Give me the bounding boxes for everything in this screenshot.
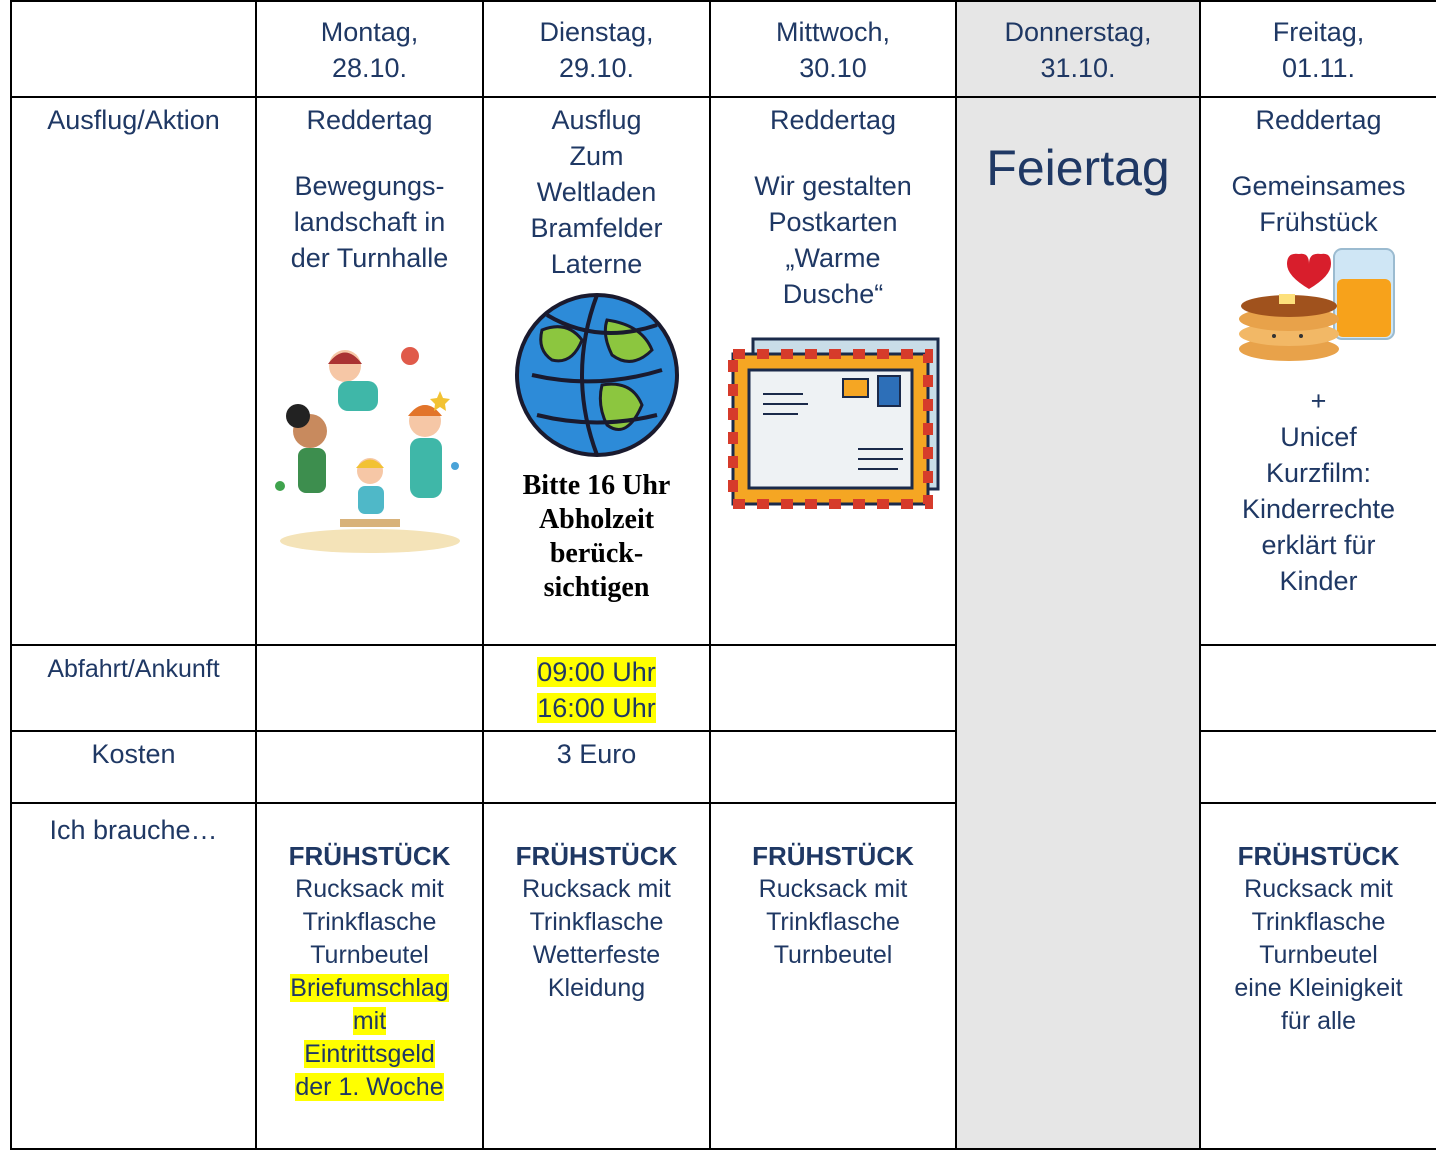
tuesday-needs: FRÜHSTÜCK Rucksack mit Trinkflasche Wetterfeste Kleidung <box>483 803 710 1149</box>
monday-activity: Reddertag Bewegungs- landschaft in der Turnhalle <box>256 97 483 645</box>
breakfast-illustration <box>1229 244 1409 374</box>
row-label-ausflug: Ausflug/Aktion <box>11 97 256 645</box>
globe-illustration <box>512 290 682 460</box>
tuesday-activity: Ausflug Zum Weltladen Bramfelder Laterne Bitte 16 Uhr Abholzeit berück- sichtigen <box>483 97 710 645</box>
header-row <box>11 1 1436 97</box>
wednesday-abfahrt <box>710 645 956 731</box>
row-label-ich-brauche: Ich brauche… <box>11 803 256 1149</box>
tuesday-kosten: 3 Euro <box>483 731 710 803</box>
friday-kosten <box>1200 731 1436 803</box>
header-wednesday: Mittwoch, 30.10 <box>710 1 956 97</box>
wednesday-activity: Reddertag Wir gestalten Postkarten „Warme Dusche“ <box>710 97 956 645</box>
monday-needs: FRÜHSTÜCK Rucksack mit Trinkflasche Turnbeutel Briefumschlag mit Eintrittsgeld der 1. Woche <box>256 803 483 1149</box>
friday-needs: FRÜHSTÜCK Rucksack mit Trinkflasche Turnbeutel eine Kleinigkeit für alle <box>1200 803 1436 1149</box>
postcard-envelope-illustration <box>723 334 943 509</box>
row-ich-brauche <box>11 803 1436 1149</box>
wednesday-kosten <box>710 731 956 803</box>
thursday-holiday: Feiertag <box>956 97 1200 1149</box>
monday-kosten <box>256 731 483 803</box>
row-abfahrt <box>11 645 1436 731</box>
row-ausflug <box>11 97 1436 645</box>
header-thursday: Donnerstag, 31.10. <box>956 1 1200 97</box>
monday-abfahrt <box>256 645 483 731</box>
row-kosten <box>11 731 1436 803</box>
tuesday-abfahrt: 09:00 Uhr 16:00 Uhr <box>483 645 710 731</box>
row-label-abfahrt: Abfahrt/Ankunft <box>11 645 256 731</box>
header-tuesday: Dienstag, 29.10. <box>483 1 710 97</box>
header-monday: Montag, 28.10. <box>256 1 483 97</box>
header-empty-cell <box>11 1 256 97</box>
row-label-kosten: Kosten <box>11 731 256 803</box>
weekly-schedule-table <box>10 0 1436 1150</box>
friday-activity: Reddertag Gemeinsames Frühstück + Unicef Kurzfilm: Kinderrechte erklärt für Kinder <box>1200 97 1436 645</box>
gymnastics-children-illustration <box>270 336 470 556</box>
wednesday-needs: FRÜHSTÜCK Rucksack mit Trinkflasche Turnbeutel <box>710 803 956 1149</box>
friday-abfahrt <box>1200 645 1436 731</box>
header-friday: Freitag, 01.11. <box>1200 1 1436 97</box>
